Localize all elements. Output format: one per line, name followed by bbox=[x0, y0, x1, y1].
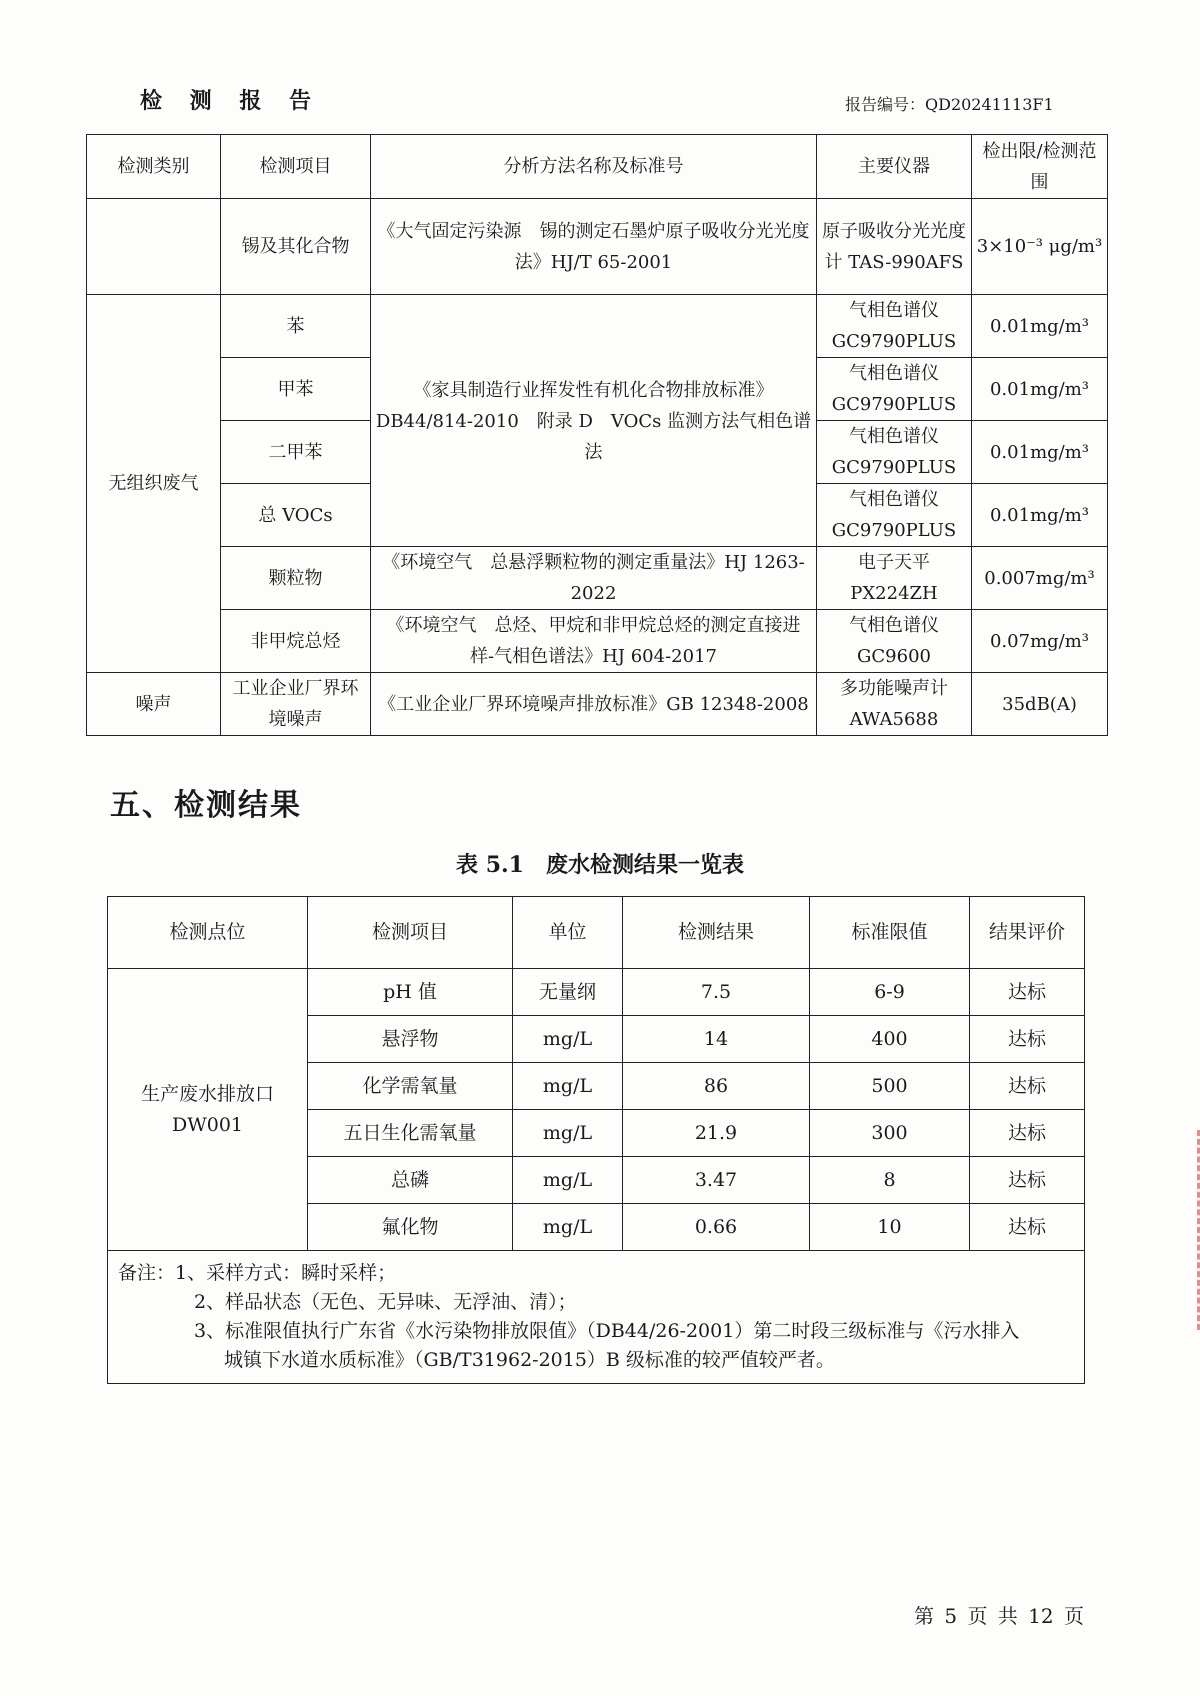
header-cell: 单位 bbox=[513, 897, 623, 969]
table-header-row bbox=[87, 135, 1108, 199]
table-header-row bbox=[108, 897, 1085, 969]
item-cell: 工业企业厂界环境噪声 bbox=[221, 673, 371, 736]
item-cell: 五日生化需氧量 bbox=[308, 1110, 513, 1157]
method-cell: 《环境空气 总悬浮颗粒物的测定重量法》HJ 1263-2022 bbox=[371, 547, 817, 610]
header-cell: 检测点位 bbox=[108, 897, 308, 969]
table-row bbox=[87, 199, 1108, 295]
table-row bbox=[87, 673, 1108, 736]
eval-cell: 达标 bbox=[970, 1016, 1085, 1063]
item-cell: 总磷 bbox=[308, 1157, 513, 1204]
result-cell: 0.66 bbox=[623, 1204, 810, 1251]
limit-cell: 0.01mg/m³ bbox=[972, 484, 1108, 547]
instrument-cell: 电子天平 PX224ZH bbox=[817, 547, 972, 610]
instrument-cell: 气相色谱仪 GC9600 bbox=[817, 610, 972, 673]
limit-cell: 35dB(A) bbox=[972, 673, 1108, 736]
limit-cell: 500 bbox=[810, 1063, 970, 1110]
result-cell: 14 bbox=[623, 1016, 810, 1063]
unit-cell: mg/L bbox=[513, 1063, 623, 1110]
method-cell: 《环境空气 总烃、甲烷和非甲烷总烃的测定直接进样-气相色谱法》HJ 604-2017 bbox=[371, 610, 817, 673]
header-cell: 检出限/检测范围 bbox=[972, 135, 1108, 199]
limit-cell: 3×10⁻³ μg/m³ bbox=[972, 199, 1108, 295]
limit-cell: 0.01mg/m³ bbox=[972, 295, 1108, 358]
note-3: 3、标准限值执行广东省《水污染物排放限值》（DB44/26-2001）第二时段三级标准与《污水排入 bbox=[194, 1320, 1020, 1342]
table-row bbox=[87, 547, 1108, 610]
category-cell: 无组织废气 bbox=[87, 295, 221, 673]
note-2: 2、样品状态（无色、无异味、无浮油、清）； bbox=[194, 1291, 577, 1313]
limit-cell: 0.01mg/m³ bbox=[972, 421, 1108, 484]
eval-cell: 达标 bbox=[970, 1110, 1085, 1157]
limit-cell: 300 bbox=[810, 1110, 970, 1157]
header-cell: 标准限值 bbox=[810, 897, 970, 969]
result-cell: 7.5 bbox=[623, 969, 810, 1016]
methods-table bbox=[86, 134, 1108, 736]
note-1: 备注：1、采样方式：瞬时采样； bbox=[118, 1262, 397, 1284]
instrument-cell: 气相色谱仪 GC9790PLUS bbox=[817, 421, 972, 484]
instrument-cell: 多功能噪声计 AWA5688 bbox=[817, 673, 972, 736]
item-cell: 化学需氧量 bbox=[308, 1063, 513, 1110]
table-caption: 表 5.1 废水检测结果一览表 bbox=[456, 852, 744, 878]
eval-cell: 达标 bbox=[970, 969, 1085, 1016]
limit-cell: 400 bbox=[810, 1016, 970, 1063]
instrument-cell: 气相色谱仪 GC9790PLUS bbox=[817, 295, 972, 358]
seal-stamp-edge bbox=[1189, 1130, 1200, 1330]
result-cell: 3.47 bbox=[623, 1157, 810, 1204]
method-cell: 《大气固定污染源 锡的测定石墨炉原子吸收分光光度法》HJ/T 65-2001 bbox=[371, 199, 817, 295]
item-cell: 苯 bbox=[221, 295, 371, 358]
eval-cell: 达标 bbox=[970, 1063, 1085, 1110]
unit-cell: 无量纲 bbox=[513, 969, 623, 1016]
instrument-cell: 原子吸收分光光度计 TAS-990AFS bbox=[817, 199, 972, 295]
results-table bbox=[107, 896, 1085, 1384]
item-cell: pH 值 bbox=[308, 969, 513, 1016]
item-cell: 悬浮物 bbox=[308, 1016, 513, 1063]
report-number: 报告编号：QD20241113F1 bbox=[845, 95, 1054, 114]
item-cell: 甲苯 bbox=[221, 358, 371, 421]
section-title: 五、检测结果 bbox=[110, 788, 302, 823]
report-title: 检 测 报 告 bbox=[140, 88, 321, 114]
limit-cell: 10 bbox=[810, 1204, 970, 1251]
notes-row bbox=[108, 1251, 1085, 1384]
header-cell: 分析方法名称及标准号 bbox=[371, 135, 817, 199]
limit-cell: 6-9 bbox=[810, 969, 970, 1016]
method-cell: 《家具制造行业挥发性有机化合物排放标准》DB44/814-2010 附录 D VOCs 监测方法气相色谱法 bbox=[371, 295, 817, 547]
result-cell: 21.9 bbox=[623, 1110, 810, 1157]
table-row bbox=[87, 610, 1108, 673]
item-cell: 锡及其化合物 bbox=[221, 199, 371, 295]
page-number: 第 5 页 共 12 页 bbox=[914, 1604, 1084, 1628]
header-cell: 检测项目 bbox=[308, 897, 513, 969]
eval-cell: 达标 bbox=[970, 1157, 1085, 1204]
instrument-cell: 气相色谱仪 GC9790PLUS bbox=[817, 484, 972, 547]
item-cell: 总 VOCs bbox=[221, 484, 371, 547]
unit-cell: mg/L bbox=[513, 1157, 623, 1204]
header-cell: 检测类别 bbox=[87, 135, 221, 199]
header-cell: 主要仪器 bbox=[817, 135, 972, 199]
location-cell: 生产废水排放口 DW001 bbox=[108, 969, 308, 1251]
category-cell bbox=[87, 199, 221, 295]
item-cell: 氟化物 bbox=[308, 1204, 513, 1251]
item-cell: 颗粒物 bbox=[221, 547, 371, 610]
header-cell: 检测结果 bbox=[623, 897, 810, 969]
instrument-cell: 气相色谱仪 GC9790PLUS bbox=[817, 358, 972, 421]
note-3-continued: 城镇下水道水质标准》（GB/T31962-2015）B 级标准的较严值较严者。 bbox=[224, 1349, 835, 1371]
item-cell: 二甲苯 bbox=[221, 421, 371, 484]
table-row bbox=[108, 969, 1085, 1016]
method-cell: 《工业企业厂界环境噪声排放标准》GB 12348-2008 bbox=[371, 673, 817, 736]
item-cell: 非甲烷总烃 bbox=[221, 610, 371, 673]
result-cell: 86 bbox=[623, 1063, 810, 1110]
limit-cell: 8 bbox=[810, 1157, 970, 1204]
header-cell: 检测项目 bbox=[221, 135, 371, 199]
unit-cell: mg/L bbox=[513, 1110, 623, 1157]
unit-cell: mg/L bbox=[513, 1204, 623, 1251]
category-cell: 噪声 bbox=[87, 673, 221, 736]
limit-cell: 0.007mg/m³ bbox=[972, 547, 1108, 610]
header-cell: 结果评价 bbox=[970, 897, 1085, 969]
limit-cell: 0.01mg/m³ bbox=[972, 358, 1108, 421]
eval-cell: 达标 bbox=[970, 1204, 1085, 1251]
notes-cell bbox=[108, 1251, 1085, 1384]
unit-cell: mg/L bbox=[513, 1016, 623, 1063]
limit-cell: 0.07mg/m³ bbox=[972, 610, 1108, 673]
table-row bbox=[87, 295, 1108, 358]
